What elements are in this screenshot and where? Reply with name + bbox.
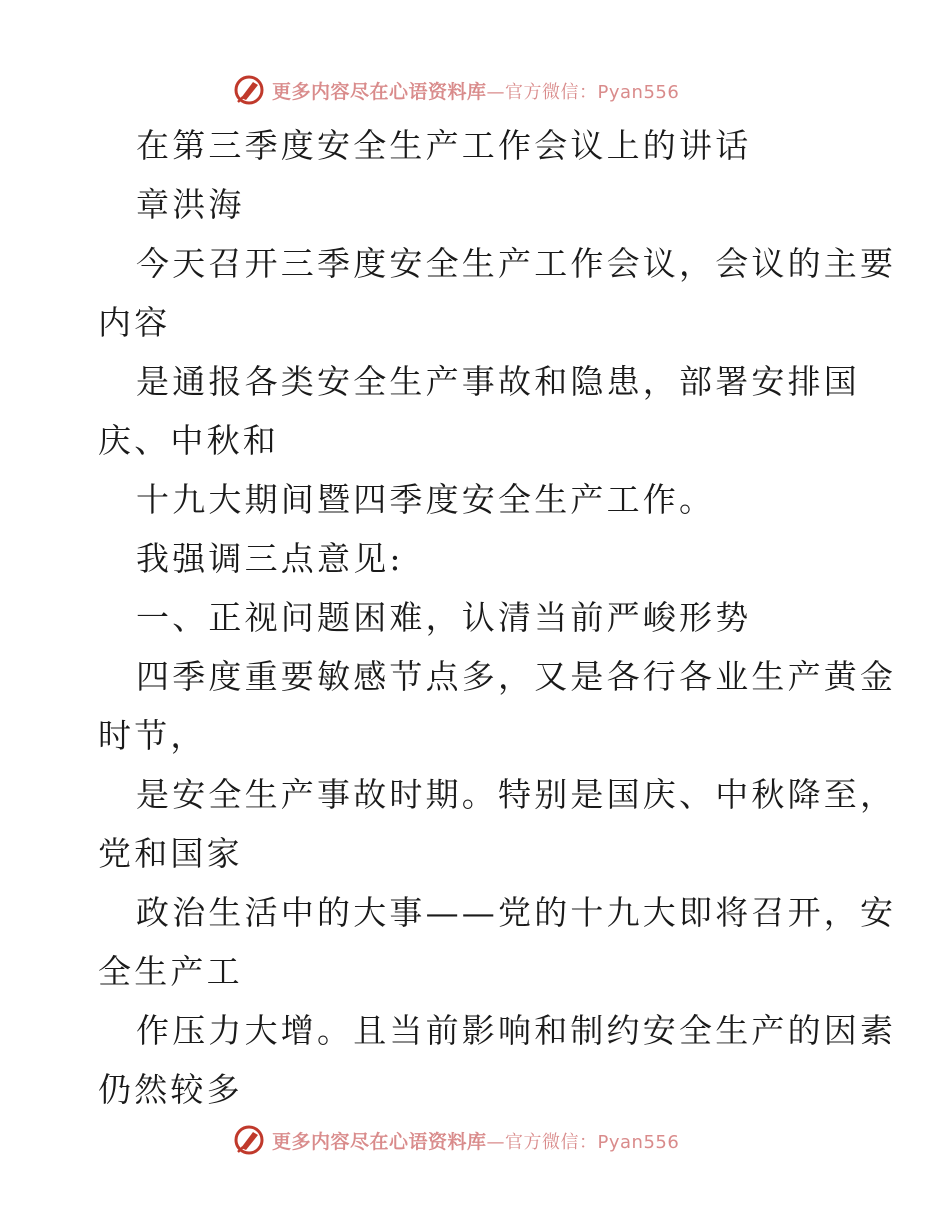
- paragraph-line: 政治生活中的大事——党的十九大即将召开，安: [136, 893, 897, 932]
- quill-pen-logo-icon: [232, 73, 266, 107]
- header-watermark: [232, 70, 679, 110]
- paragraph-line: 全生产工: [98, 952, 243, 991]
- watermark-text: [272, 77, 679, 104]
- paragraph-line: 时节，: [98, 716, 207, 755]
- paragraph-line: 今天召开三季度安全生产工作会议，会议的主要: [136, 244, 897, 283]
- paragraph-line: 仍然较多: [98, 1070, 243, 1109]
- paragraph-line: 庆、中秋和: [98, 421, 279, 460]
- section-heading: 一、正视问题困难，认清当前严峻形势: [136, 598, 752, 637]
- paragraph-line: 我强调三点意见:: [136, 539, 404, 578]
- footer-watermark: [232, 1120, 679, 1160]
- paragraph-line: 四季度重要敏感节点多，又是各行各业生产黄金: [136, 657, 897, 696]
- watermark-main: 更多内容尽在心语资料库: [272, 80, 487, 103]
- paragraph-line: 是安全生产事故时期。特别是国庆、中秋降至，: [136, 775, 897, 814]
- watermark-wechat: 官方微信：Pyan556: [505, 81, 680, 103]
- paragraph-line: 作压力大增。且当前影响和制约安全生产的因素: [136, 1011, 897, 1050]
- watermark-text: [272, 1127, 679, 1154]
- paragraph-line: 是通报各类安全生产事故和隐患，部署安排国: [136, 362, 860, 401]
- paragraph-line: 内容: [98, 303, 171, 342]
- paragraph-line: 党和国家: [98, 834, 243, 873]
- watermark-main: 更多内容尽在心语资料库: [272, 1130, 487, 1153]
- document-title: 在第三季度安全生产工作会议上的讲话: [136, 126, 752, 165]
- quill-pen-logo-icon: [232, 1123, 266, 1157]
- watermark-wechat: 官方微信：Pyan556: [505, 1131, 680, 1153]
- watermark-dash: —: [486, 81, 506, 103]
- paragraph-line: 十九大期间暨四季度安全生产工作。: [136, 480, 716, 519]
- watermark-dash: —: [486, 1131, 506, 1153]
- document-author: 章洪海: [136, 185, 245, 224]
